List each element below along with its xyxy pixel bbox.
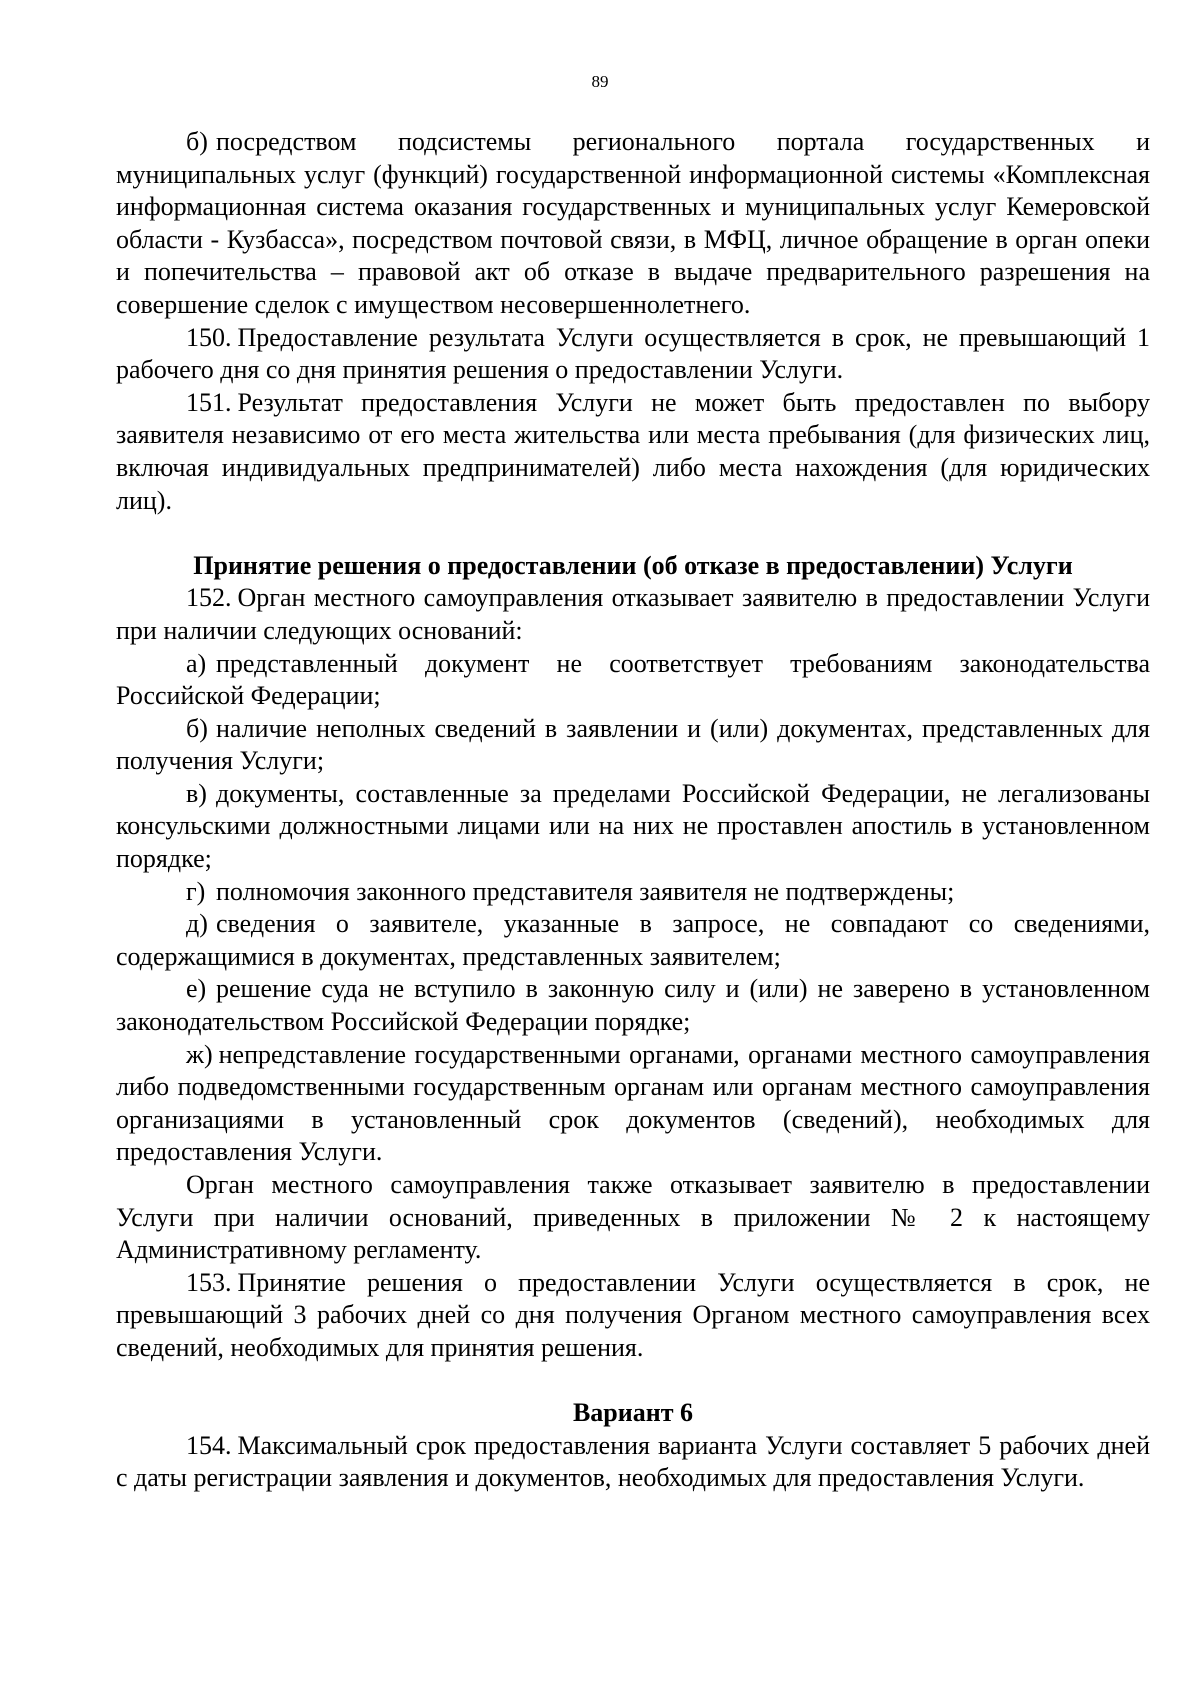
paragraph-text: Результат предоставления Услуги не может быть предоставлен по выбору заявителя независимо от его места жительства или места пребывания (для физических лиц, включая индивидуальных предпринимателей) либо места нахождения (для юридических лиц). xyxy=(116,387,1150,515)
paragraph-153 xyxy=(116,1267,1150,1365)
list-item-g xyxy=(116,876,1150,909)
paragraph-text: документы, составленные за пределами Российской Федерации, не легализованы консульскими должностными лицами или на них не проставлен апостиль в установленном порядке; xyxy=(116,778,1150,874)
list-marker: в) xyxy=(186,778,207,808)
paragraph-text: Максимальный срок предоставления варианта Услуги составляет 5 рабочих дней с даты регистрации заявления и документов, необходимых для предоставления Услуги. xyxy=(116,1430,1150,1493)
paragraph-150 xyxy=(116,322,1150,387)
item-number: 150. xyxy=(186,322,232,352)
list-item-zh xyxy=(116,1039,1150,1169)
section-heading-variant: Вариант 6 xyxy=(572,1398,694,1428)
list-item-a xyxy=(116,648,1150,713)
list-item-e xyxy=(116,973,1150,1038)
paragraph-text: наличие неполных сведений в заявлении и (или) документах, представленных для получения Услуги; xyxy=(116,713,1150,776)
spacer xyxy=(116,1365,1150,1398)
paragraph-text: непредставление государственными органами, органами местного самоуправления либо подведомственными государственным органам или органам местного самоуправления организациями в установленный срок документов (сведений), необходимых для предоставления Услуги. xyxy=(116,1039,1150,1167)
list-item-d xyxy=(116,908,1150,973)
list-marker: б) xyxy=(186,713,208,743)
list-marker: д) xyxy=(186,909,208,939)
paragraph-text: представленный документ не соответствует требованиям законодательства Российской Федерации; xyxy=(116,648,1150,711)
item-number: 154. xyxy=(186,1430,232,1460)
paragraph-b-portal xyxy=(116,126,1150,322)
spacer xyxy=(116,517,1150,550)
list-marker: е) xyxy=(186,974,207,1004)
paragraph-text: Орган местного самоуправления также отказывает заявителю в предоставлении Услуги при наличии оснований, приведенных в приложении № 2 к настоящему Административному регламенту. xyxy=(116,1170,1150,1265)
item-number: 152. xyxy=(186,583,232,613)
list-marker: ж) xyxy=(186,1039,213,1069)
list-marker: а) xyxy=(186,648,207,678)
paragraph-154 xyxy=(116,1430,1150,1495)
list-item-b xyxy=(116,713,1150,778)
paragraph-151 xyxy=(116,387,1150,517)
list-item-v xyxy=(116,778,1150,876)
paragraph-refusal-appendix xyxy=(116,1169,1150,1267)
page-number: 89 xyxy=(591,72,609,91)
paragraph-text: Орган местного самоуправления отказывает заявителю в предоставлении Услуги при наличии следующих оснований: xyxy=(116,583,1150,645)
paragraph-text: посредством подсистемы регионального портала государственных и муниципальных услуг (функций) государственной информационной системы «Комплексная информационная система оказания государственных и муниципальных услуг Кемеровской области - Кузбасса», посредством почтовой связи, в МФЦ, личное обращение в орган опеки и попечительства – правовой акт об отказе в выдаче предварительного разрешения на совершение сделок с имуществом несовершеннолетнего. xyxy=(116,127,1150,319)
paragraph-text: Принятие решения о предоставлении Услуги осуществляется в срок, не превышающий 3 рабочих дней со дня получения Органом местного самоуправления всех сведений, необходимых для принятия решения. xyxy=(116,1267,1150,1362)
item-number: 151. xyxy=(186,387,232,417)
paragraph-text: решение суда не вступило в законную силу и (или) не заверено в установленном законодательством Российской Федерации порядке; xyxy=(116,974,1150,1037)
paragraph-152 xyxy=(116,582,1150,647)
list-marker: б) xyxy=(186,127,208,156)
paragraph-text: сведения о заявителе, указанные в запросе, не совпадают со сведениями, содержащимися в документах, представленных заявителем; xyxy=(116,909,1150,971)
section-heading-decision: Принятие решения о предоставлении (об отказе в предоставлении) Услуги xyxy=(193,550,1073,580)
document-body xyxy=(116,126,1150,1495)
paragraph-text: полномочия законного представителя заявителя не подтверждены; xyxy=(216,876,955,906)
item-number: 153. xyxy=(186,1267,232,1297)
paragraph-text: Предоставление результата Услуги осуществляется в срок, не превышающий 1 рабочего дня со дня принятия решения о предоставлении Услуги. xyxy=(116,322,1150,385)
list-marker: г) xyxy=(186,876,206,906)
